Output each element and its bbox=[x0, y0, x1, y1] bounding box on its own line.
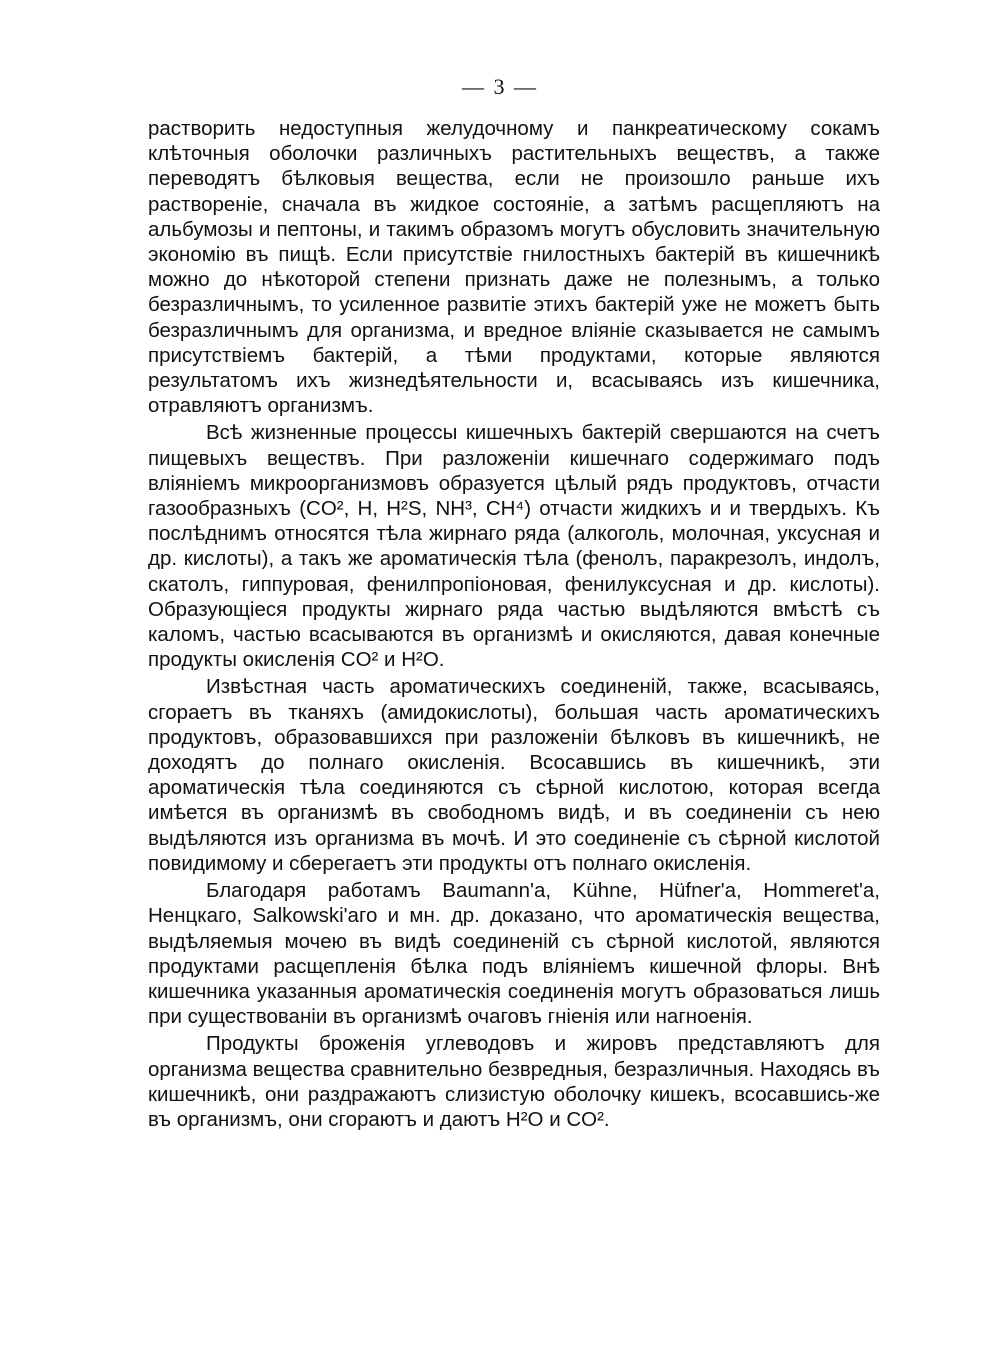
paragraph: Благодаря работамъ Baumann'a, Kühne, Hüfner'a, Hommeret'a, Ненцкаго, Salkowski'аго и мн. др. доказано, что ароматическія вещества, выдѣляемыя мочею въ видѣ соединеній съ сѣрной кислотой, являются продуктами расщепленія бѣлка подъ вліяніемъ кишечной флоры. Внѣ кишечника указанныя ароматическія соединенія могутъ образоваться лишь при существованіи въ организмѣ очаговъ гніенія или нагноенія. bbox=[148, 879, 880, 1029]
page-number: — 3 — bbox=[462, 74, 538, 99]
paragraph: Всѣ жизненные процессы кишечныхъ бактерій свершаются на счетъ пищевыхъ веществъ. При разложеніи кишечнаго содержимаго подъ вліяніемъ микроорганизмовъ образуется цѣлый рядъ продуктовъ, отчасти газообразныхъ (CO², H, H²S, NH³, CH⁴) отчасти жидкихъ и и твердыхъ. Къ послѣднимъ относятся тѣла жирнаго ряда (алкоголь, молочная, уксусная и др. кислоты), а такъ же ароматическія тѣла (фенолъ, паракрезолъ, индолъ, скатолъ, гиппуровая, фенилпропіоновая, фенилуксусная и др. кислоты). Образующіеся продукты жирнаго ряда частью выдѣляются вмѣстѣ съ каломъ, частью всасываются въ организмѣ и окисляются, давая конечные продукты окисленія CO² и H²O. bbox=[148, 421, 880, 672]
paragraph: растворить недоступныя желудочному и панкреатическому сокамъ клѣточныя оболочки различныхъ растительныхъ веществъ, а также переводятъ бѣлковыя вещества, если не произошло раньше ихъ раствореніе, сначала въ жидкое состояніе, а затѣмъ расщепляютъ на альбумозы и пептоны, и такимъ образомъ могутъ обусловить значительную экономію въ пищѣ. Если присутствіе гнилостныхъ бактерій въ кишечникѣ можно до нѣкоторой степени признать даже не полезнымъ, а только безразличнымъ, то усиленное развитіе этихъ бактерій уже не можетъ быть безразличнымъ для организма, и вредное вліяніе сказывается не самымъ присутствіемъ бактерій, а тѣми продуктами, которые являются результатомъ ихъ жизнедѣятельности и, всасываясь изъ кишечника, отравляютъ организмъ. bbox=[148, 117, 880, 418]
paragraph: Извѣстная часть ароматическихъ соединеній, также, всасываясь, сгораетъ въ тканяхъ (амидокислоты), большая часть ароматическихъ продуктовъ, образовавшихся при разложеніи бѣлковъ въ кишечникѣ, не доходятъ до полнаго окисленія. Всосавшись въ кишечникѣ, эти ароматическія тѣла соединяются съ сѣрной кислотою, которая всегда имѣется въ организмѣ въ свободномъ видѣ, и въ соединеніи съ нею выдѣляются изъ организма въ мочѣ. И это соединеніе съ сѣрной кислотой повидимому и сберегаетъ эти продукты отъ полнаго окисленія. bbox=[148, 675, 880, 875]
paragraph: Продукты броженія углеводовъ и жировъ представляютъ для организма вещества сравнительно безвредныя, безразличныя. Находясь въ кишечникѣ, они раздражаютъ слизистую оболочку кишекъ, всосавшись-же въ организмъ, они сгораютъ и даютъ H²O и CO². bbox=[148, 1032, 880, 1131]
body-text bbox=[148, 116, 880, 1132]
